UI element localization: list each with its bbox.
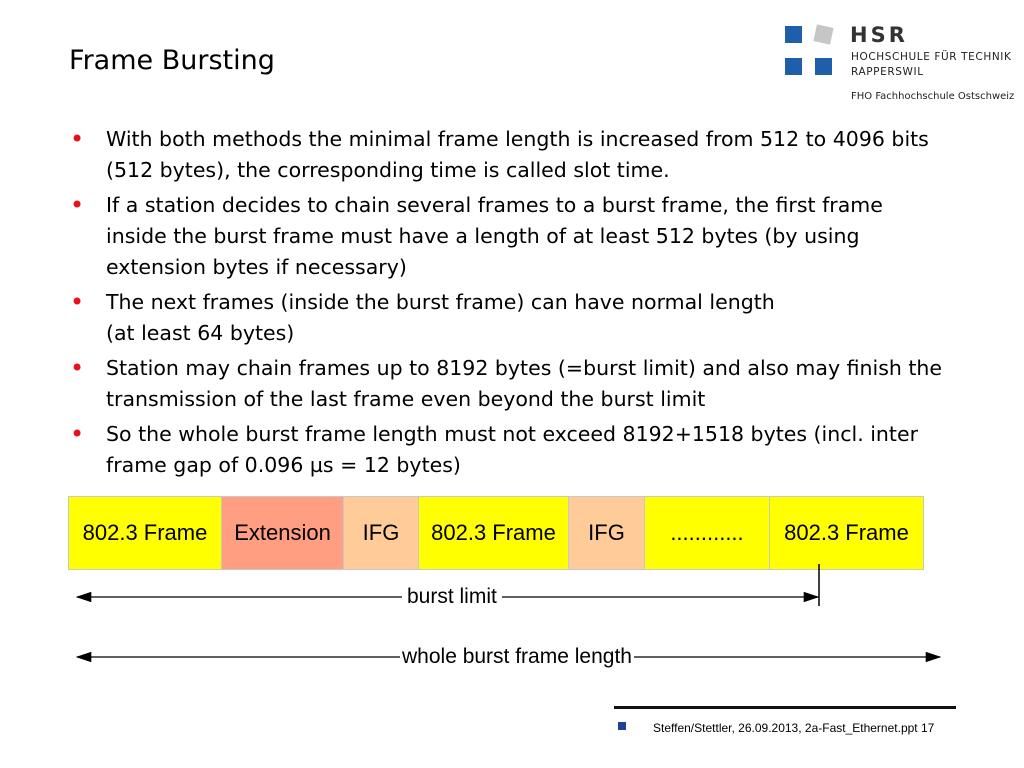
bullet-item	[69, 287, 949, 349]
footer-divider	[614, 706, 956, 709]
whole-length-label: whole burst frame length	[402, 645, 632, 668]
frame-cell: 802.3 Frame	[770, 497, 923, 569]
bullet-dot-icon: •	[70, 420, 85, 448]
bullet-dot-icon: •	[70, 354, 85, 382]
bullet-dot-icon: •	[70, 191, 85, 219]
burst-frame-diagram	[68, 496, 924, 570]
bullet-dot-icon: •	[70, 125, 85, 153]
footer-square-icon	[618, 722, 626, 730]
bullet-item	[69, 190, 949, 283]
logo-line-1: HOCHSCHULE FÜR TECHNIK	[851, 51, 1012, 63]
logo-square-icon	[785, 58, 802, 75]
bullet-list	[69, 124, 949, 485]
bullet-text: Station may chain frames up to 8192 bytes (=burst limit) and also may finish the transmission of the last frame even beyond the burst limit	[106, 356, 943, 411]
logo-square-icon	[815, 58, 832, 75]
slide-title: Frame Bursting	[69, 45, 275, 76]
ifg-cell: IFG	[344, 497, 419, 569]
bullet-item	[69, 353, 949, 415]
bullet-text: If a station decides to chain several frames to a burst frame, the first frame inside the burst frame must have a length of at least 512 bytes (by using extension bytes if necessary)	[106, 193, 883, 279]
ellipsis-cell: ............	[645, 497, 770, 569]
frame-cell: 802.3 Frame	[419, 497, 569, 569]
logo-line-3: FHO Fachhochschule Ostschweiz	[851, 91, 1015, 102]
bullet-item	[69, 419, 949, 481]
frame-cell: 802.3 Frame	[69, 497, 222, 569]
logo-square-icon	[813, 24, 833, 44]
logo-line-2: RAPPERSWIL	[851, 66, 924, 78]
bullet-text: The next frames (inside the burst frame) can have normal length (at least 64 bytes)	[106, 290, 775, 345]
extension-cell: Extension	[222, 497, 344, 569]
logo-name: HSR	[850, 23, 908, 47]
burst-limit-label: burst limit	[402, 584, 502, 610]
bullet-dot-icon: •	[70, 288, 85, 316]
footer-text: Steffen/Stettler, 26.09.2013, 2a-Fast_Ethernet.ppt 17	[653, 721, 935, 735]
bullet-item	[69, 124, 949, 186]
ifg-cell: IFG	[569, 497, 645, 569]
bullet-text: With both methods the minimal frame length is increased from 512 to 4096 bits (512 bytes), the corresponding time is called slot time.	[106, 127, 929, 182]
logo-square-icon	[785, 26, 802, 43]
hsr-logo	[784, 22, 1020, 106]
bullet-text: So the whole burst frame length must not exceed 8192+1518 bytes (incl. inter frame gap of 0.096 µs = 12 bytes)	[106, 422, 919, 477]
